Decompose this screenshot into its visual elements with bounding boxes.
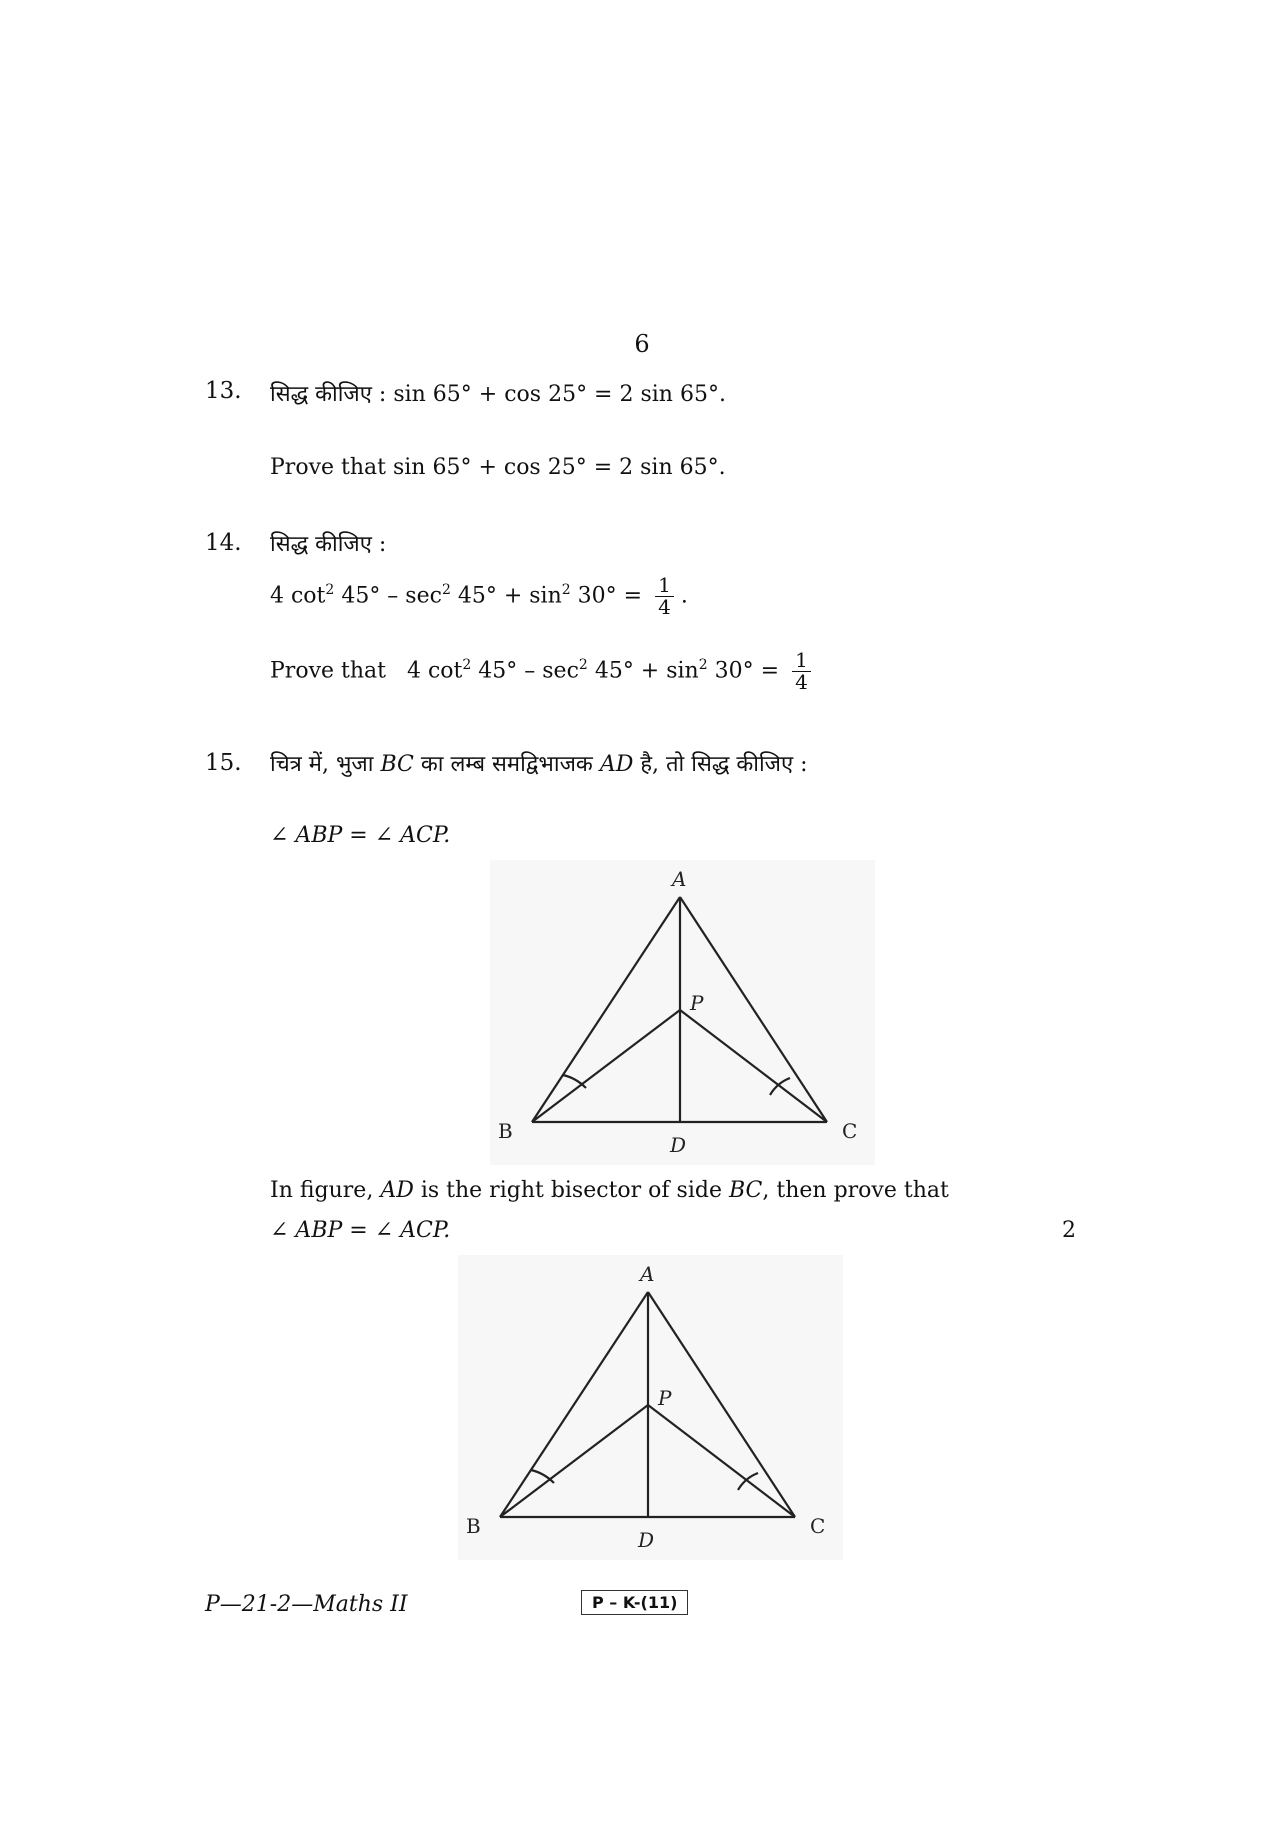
q14-fraction (655, 575, 674, 618)
q15-hindi-a: चित्र में, भुजा (270, 752, 381, 777)
footer-paper-id: P—21-2—Maths II (205, 1592, 408, 1617)
q15-english (270, 1178, 949, 1203)
q14-frac-num: 1 (655, 575, 674, 597)
q15-number: 15. (205, 750, 242, 776)
q14-expr-part3: 45° + sin (450, 583, 562, 609)
q13-number: 13. (205, 378, 242, 404)
q15-english-ad: AD (380, 1178, 414, 1203)
label-a: A (640, 1262, 655, 1286)
q14-number: 14. (205, 530, 242, 556)
q14-english-frac-den: 4 (795, 670, 808, 694)
q14-end-dot: . (680, 583, 688, 609)
q14-frac-den: 4 (658, 595, 671, 619)
q14-english-frac-num: 1 (792, 650, 811, 672)
q14-expr-part1: 4 cot (270, 583, 326, 609)
q14-english-exp3: 2 (698, 657, 708, 674)
label-a: A (672, 867, 687, 891)
label-b: B (466, 1514, 481, 1538)
q14-english-prefix: Prove that (270, 658, 386, 684)
q13-hindi: सिद्ध कीजिए : sin 65° + cos 25° = 2 sin 65°. (270, 382, 726, 407)
q15-hindi-c: है, तो सिद्ध कीजिए : (633, 752, 808, 777)
label-c: C (810, 1514, 826, 1538)
q15-angle-statement-english: ∠ ABP = ∠ ACP. (270, 1218, 451, 1243)
q14-exp2: 2 (441, 582, 451, 599)
q14-exp1: 2 (325, 582, 335, 599)
q14-english-part4: 30° = (707, 658, 780, 684)
label-p: P (658, 1386, 672, 1410)
q14-exp3: 2 (561, 582, 571, 599)
label-p: P (690, 991, 704, 1015)
q15-english-c: , then prove that (762, 1178, 949, 1203)
q15-english-bc: BC (728, 1178, 763, 1203)
label-d: D (638, 1528, 655, 1552)
q14-expr-part4: 30° = (570, 583, 643, 609)
triangle-figure-2 (458, 1255, 843, 1560)
q15-hindi-bc: BC (380, 752, 414, 777)
q14-hindi-label: सिद्ध कीजिए : (270, 532, 387, 557)
page-number: 6 (634, 330, 650, 358)
q15-english-b: is the right bisector of side (413, 1178, 729, 1203)
q14-expr-part2: 45° – sec (334, 583, 442, 609)
q13-english: Prove that sin 65° + cos 25° = 2 sin 65°. (270, 455, 726, 480)
q14-english-part3: 45° + sin (587, 658, 699, 684)
triangle-figure-1 (490, 860, 875, 1165)
q14-english-exp1: 2 (462, 657, 472, 674)
q14-english-part1: 4 cot (406, 658, 463, 684)
q15-angle-statement-hindi: ∠ ABP = ∠ ACP. (270, 823, 451, 848)
q14-expression (270, 575, 688, 618)
label-d: D (670, 1133, 687, 1157)
label-c: C (842, 1119, 858, 1143)
q15-hindi-ad: AD (599, 752, 634, 777)
q14-english-part2: 45° – sec (471, 658, 579, 684)
label-b: B (498, 1119, 513, 1143)
q15-english-a: In figure, (270, 1178, 381, 1203)
q14-english (270, 650, 811, 693)
q15-marks: 2 (1062, 1218, 1076, 1243)
q14-english-exp2: 2 (578, 657, 588, 674)
footer-code-box: P – K-(11) (581, 1590, 688, 1615)
q15-hindi (270, 748, 808, 778)
q14-english-fraction (792, 650, 811, 693)
q15-hindi-b: का लम्ब समद्विभाजक (413, 752, 600, 777)
